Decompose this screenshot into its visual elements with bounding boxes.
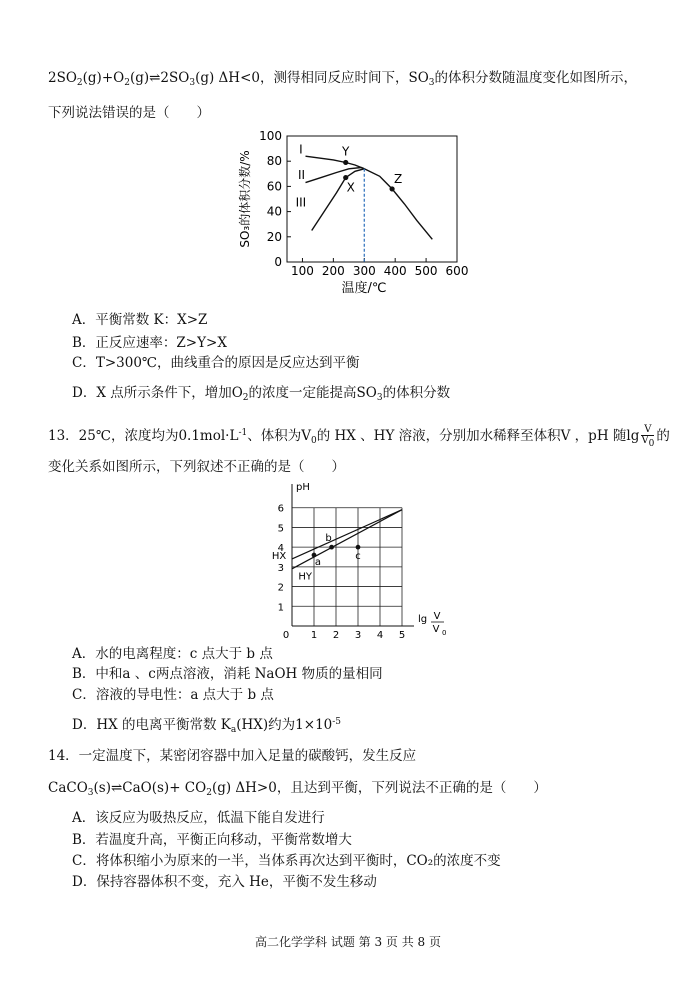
point-label: c xyxy=(355,551,361,563)
q12-option-b: B．正反应速率：Z>Y>X xyxy=(72,335,227,351)
curve-label: II xyxy=(297,167,306,182)
x-tick-label: 0 xyxy=(282,630,290,641)
series-line xyxy=(306,168,365,183)
q12-stem-line2: 下列说法错误的是（ ） xyxy=(48,105,210,121)
x-tick-label: 3 xyxy=(354,630,362,641)
x-tick-label: 100 xyxy=(291,264,314,278)
y-tick-label: 80 xyxy=(266,154,282,169)
x-tick-label: 400 xyxy=(383,264,407,278)
q12-stem-line1: $2SO_2(g)+O_2(g)\rightleftharpoons 2SO_3(g)$ ΔH<0，测得相同反应时间下，$SO_3$的体积分数随温度变化如图所示， xyxy=(48,70,638,88)
q14-equation-line: CaCO$_3$(s)⇌CaO(s)+ $CO_2(g)$ ΔH>0，且达到平衡，下列说法不正确的是（ ） xyxy=(48,780,547,798)
x-tick-label: 500 xyxy=(414,264,438,278)
x-axis-label-numerator: V xyxy=(433,611,441,622)
y-axis-label: pH xyxy=(296,482,310,493)
x-tick-label: 300 xyxy=(352,264,376,278)
x-tick-label: 4 xyxy=(376,630,384,641)
x-tick-label: 1 xyxy=(310,630,318,641)
q13-stem-line2: 变化关系如图所示，下列叙述不正确的是（ ） xyxy=(48,459,345,475)
data-point xyxy=(329,545,334,550)
point-label: Y xyxy=(342,144,350,159)
point-label: Z xyxy=(393,171,403,186)
series-label: HX xyxy=(271,551,287,563)
x-axis-label: lg xyxy=(418,614,428,625)
so3-temperature-chart xyxy=(225,128,469,298)
q14-option-b: B．若温度升高，平衡正向移动，平衡常数增大 xyxy=(72,832,352,848)
q13-stem-line1: 13．25℃，浓度均为$0.1mol\cdot L^{-1}$、体积为$V_0$的 HX 、HY 溶液，分别加水稀释至体积V ，pH 随lg $\frac{V}{V_0}$ 的 xyxy=(48,423,670,449)
q14-option-d: D．保持容器体积不变，充入 He，平衡不发生移动 xyxy=(72,874,377,890)
y-tick-label: 0 xyxy=(274,255,282,269)
q12-option-a: A．平衡常数 K：X>Z xyxy=(72,312,208,328)
data-point xyxy=(343,160,348,165)
y-tick-label: 5 xyxy=(277,523,284,535)
series-line xyxy=(292,510,402,569)
page-footer: 高二化学学科 试题 第 3 页 共 8 页 xyxy=(255,935,441,949)
y-axis-label: SO₃的体积分数/% xyxy=(238,150,252,248)
x-axis-label-denominator-sub: 0 xyxy=(442,629,447,637)
curve-label: III xyxy=(295,195,307,210)
y-tick-label: 60 xyxy=(266,179,282,194)
v-over-v0-fraction: $\frac{V}{V_0}$ xyxy=(641,423,655,449)
q14-option-c: C．将体积缩小为原来的一半，当体系再次达到平衡时，CO₂的浓度不变 xyxy=(72,853,501,869)
x-axis-label-denominator: V xyxy=(432,624,440,635)
y-tick-label: 20 xyxy=(266,229,282,244)
q13-option-a: A．水的电离程度：c 点大于 b 点 xyxy=(72,646,273,662)
series-line xyxy=(292,510,402,559)
q14-option-a: A．该反应为吸热反应，低温下能自发进行 xyxy=(72,810,325,826)
data-point xyxy=(389,186,394,191)
q13-option-b: B．中和a 、c两点溶液，消耗 NaOH 物质的量相同 xyxy=(72,666,383,682)
point-label: X xyxy=(346,180,355,195)
y-tick-label: 40 xyxy=(266,204,282,219)
y-tick-label: 4 xyxy=(277,543,284,555)
y-tick-label: 6 xyxy=(277,503,284,515)
data-point xyxy=(356,545,361,550)
y-tick-label: 3 xyxy=(277,562,284,574)
x-tick-label: 5 xyxy=(398,630,406,641)
q12-option-c: C．T>300℃，曲线重合的原因是反应达到平衡 xyxy=(72,355,360,371)
q13-option-d: D．HX 的电离平衡常数 $K_a(HX)$约为$1\times 10^{-5}$ xyxy=(72,717,342,735)
q13-option-c: C．溶液的导电性：a 点大于 b 点 xyxy=(72,687,274,703)
plot-frame xyxy=(287,136,457,262)
series-label: HY xyxy=(298,571,313,583)
point-label: a xyxy=(314,557,322,569)
x-tick-label: 200 xyxy=(321,264,345,278)
y-tick-label: 2 xyxy=(277,582,284,594)
x-axis-label: 温度/℃ xyxy=(341,281,387,296)
x-tick-label: 600 xyxy=(445,264,469,278)
data-point xyxy=(343,175,348,180)
q14-stem-line1: 14．一定温度下，某密闭容器中加入足量的碳酸钙，发生反应 xyxy=(48,748,417,764)
y-tick-label: 100 xyxy=(259,129,282,143)
series-line xyxy=(306,156,365,169)
x-tick-label: 2 xyxy=(332,630,340,641)
ph-dilution-chart xyxy=(262,478,452,641)
y-tick-label: 1 xyxy=(277,602,284,614)
curve-label: I xyxy=(299,142,303,157)
q12-option-d: D．X 点所示条件下，增加$O_2$的浓度一定能提高$SO_3$的体积分数 xyxy=(72,385,451,403)
point-label: b xyxy=(325,533,332,545)
